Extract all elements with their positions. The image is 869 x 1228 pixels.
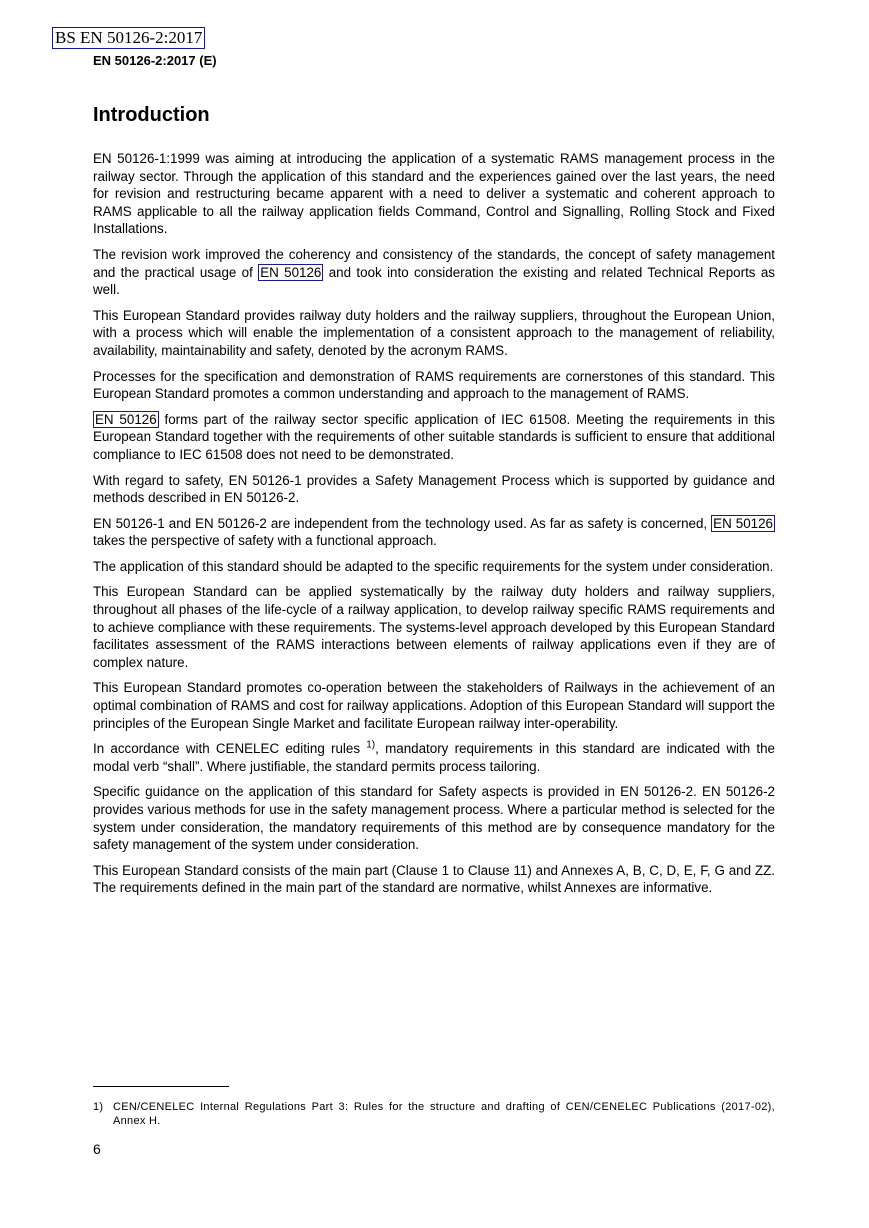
- footnote-separator: [93, 1086, 229, 1087]
- paragraph: This European Standard can be applied systematically by the railway duty holders and railway suppliers, throughout all phases of the life-cycle of a railway application, to develop railway specific RAMS requirements and to achieve compliance with these requirements. The systems-level approach developed by this European Standard facilitates assessment of the RAMS interactions between elements of railway applications even if they are of complex nature.: [93, 584, 775, 670]
- paragraph-text: forms part of the railway sector specific application of IEC 61508. Meeting the requirements in this European Standard together with the requirements of other suitable standards is sufficient to ensure that additional compliance to IEC 61508 does not need to be demonstrated.: [93, 411, 775, 462]
- document-id: EN 50126-2:2017 (E): [93, 53, 217, 68]
- paragraph: Processes for the specification and demonstration of RAMS requirements are cornerstones of this standard. This European Standard promotes a common understanding and approach to the management of RAMS.: [93, 368, 775, 402]
- footnote-reference[interactable]: 1): [366, 739, 376, 751]
- footnote-text: CEN/CENELEC Internal Regulations Part 3: Rules for the structure and drafting of CEN/CENELEC Publications (2017-02), Annex H.: [113, 1101, 775, 1127]
- paragraph-text: In accordance with CENELEC editing rules: [93, 741, 361, 757]
- footnote: [93, 1100, 775, 1128]
- footnote-marker: 1): [93, 1101, 104, 1113]
- standard-reference-link[interactable]: EN 50126: [713, 515, 773, 531]
- standard-reference-link[interactable]: EN 50126: [260, 264, 322, 280]
- standard-stamp: BS EN 50126-2:2017: [52, 27, 205, 49]
- paragraph: This European Standard provides railway duty holders and the railway suppliers, throughout the European Union, with a process which will enable the implementation of a consistent approach to the management of reliability, availability, maintainability and safety, denoted by the acronym RAMS.: [93, 307, 775, 358]
- paragraph-text: The revision work improved the coherency and consistency of the standards, the concept of safety management and the practical usage of: [93, 246, 775, 280]
- paragraph: EN 50126-1:1999 was aiming at introducing the application of a systematic RAMS management process in the railway sector. Through the application of this standard and the experiences gained over the last years, the need for revision and restructuring became apparent with a need to deliver a systematic and coherent approach to RAMS applicable to all the railway application fields Command, Control and Signalling, Rolling Stock and Fixed Installations.: [93, 151, 775, 237]
- paragraph: This European Standard promotes co-operation between the stakeholders of Railways in the achievement of an optimal combination of RAMS and cost for railway applications. Adoption of this European Standard will support the principles of the European Single Market and facilitate European railway inter-operability.: [93, 680, 775, 731]
- paragraph: This European Standard consists of the main part (Clause 1 to Clause 11) and Annexes A, B, C, D, E, F, G and ZZ. The requirements defined in the main part of the standard are normative, whilst Annexes are informative.: [93, 862, 775, 896]
- paragraph: [93, 246, 775, 299]
- paragraph: [93, 411, 775, 464]
- paragraph: [93, 515, 775, 550]
- paragraph-text: and took into consideration the existing and related Technical Reports as well.: [93, 264, 775, 298]
- paragraph-text: , mandatory requirements in this standard are indicated with the modal verb “shall”. Where justifiable, the standard permits process tailoring.: [93, 741, 775, 774]
- paragraph-text: EN 50126-1 and EN 50126-2 are independent from the technology used. As far as safety is concerned,: [93, 515, 708, 531]
- page-number: 6: [93, 1141, 101, 1157]
- paragraph: [93, 740, 775, 775]
- paragraph: Specific guidance on the application of this standard for Safety aspects is provided in EN 50126-2. EN 50126-2 provides various methods for use in the safety management process. Where a particular method is selected for the system under consideration, the mandatory requirements of this method are by consequence mandatory for the safety management of the system under consideration.: [93, 784, 775, 853]
- page-title: Introduction: [93, 104, 210, 126]
- paragraph-text: takes the perspective of safety with a functional approach.: [93, 533, 437, 549]
- paragraph: The application of this standard should be adapted to the specific requirements for the system under consideration.: [93, 558, 774, 574]
- body-text: [93, 150, 775, 905]
- paragraph: With regard to safety, EN 50126-1 provides a Safety Management Process which is supported by guidance and methods described in EN 50126-2.: [93, 472, 775, 506]
- standard-reference-link[interactable]: EN 50126: [95, 411, 157, 427]
